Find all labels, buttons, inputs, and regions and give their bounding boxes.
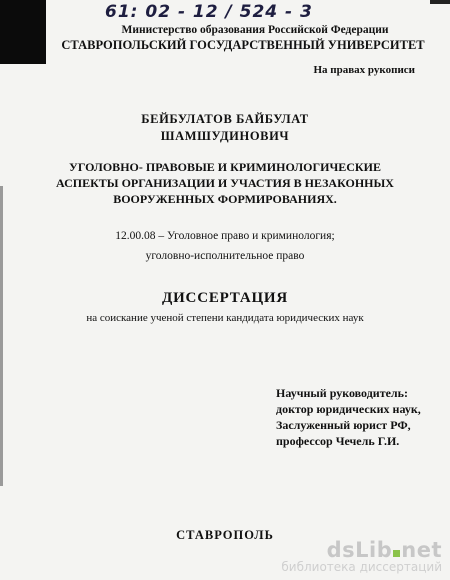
logo-text-left: dsLib (326, 538, 393, 562)
supervisor-degree: доктор юридических наук, (276, 402, 421, 416)
supervisor-title: Заслуженный юрист РФ, (276, 418, 411, 432)
dissertation-title-line-2: АСПЕКТЫ ОРГАНИЗАЦИИ И УЧАСТИЯ В НЕЗАКОННЫХ (56, 176, 394, 190)
logo-dot-icon (393, 550, 400, 557)
scan-edge-shadow (0, 0, 46, 64)
handwritten-archive-number: 61: 02 - 12 / 524 - 3 (105, 2, 313, 22)
supervisor-name: профессор Чечель Г.И. (276, 434, 400, 448)
ministry-line: Министерство образования Российской Федерации (121, 24, 389, 36)
degree-line: на соискание ученой степени кандидата юридических наук (86, 312, 364, 324)
university-name: СТАВРОПОЛЬСКИЙ ГОСУДАРСТВЕННЫЙ УНИВЕРСИТЕТ (61, 38, 425, 52)
author-name-line-1: БЕЙБУЛАТОВ БАЙБУЛАТ (141, 112, 309, 126)
supervisor-heading: Научный руководитель: (276, 386, 408, 400)
scan-corner-mark (430, 0, 450, 4)
specialty-code-line: 12.00.08 – Уголовное право и криминология; (115, 230, 335, 242)
city-name: СТАВРОПОЛЬ (176, 528, 274, 542)
logo-text-right: net (401, 538, 442, 562)
specialty-name-line: уголовно-исполнительное право (145, 250, 305, 262)
manuscript-rights-note: На правах рукописи (313, 64, 415, 76)
author-name-line-2: ШАМШУДИНОВИЧ (160, 129, 290, 143)
dslib-logo (281, 538, 442, 562)
dslib-watermark (281, 538, 442, 574)
dslib-tagline: библиотека диссертаций (281, 560, 442, 574)
dissertation-title-line-1: УГОЛОВНО- ПРАВОВЫЕ И КРИМИНОЛОГИЧЕСКИЕ (69, 160, 381, 174)
document-type: ДИССЕРТАЦИЯ (161, 290, 289, 306)
dissertation-title-line-3: ВООРУЖЕННЫХ ФОРМИРОВАНИЯХ. (113, 192, 337, 206)
